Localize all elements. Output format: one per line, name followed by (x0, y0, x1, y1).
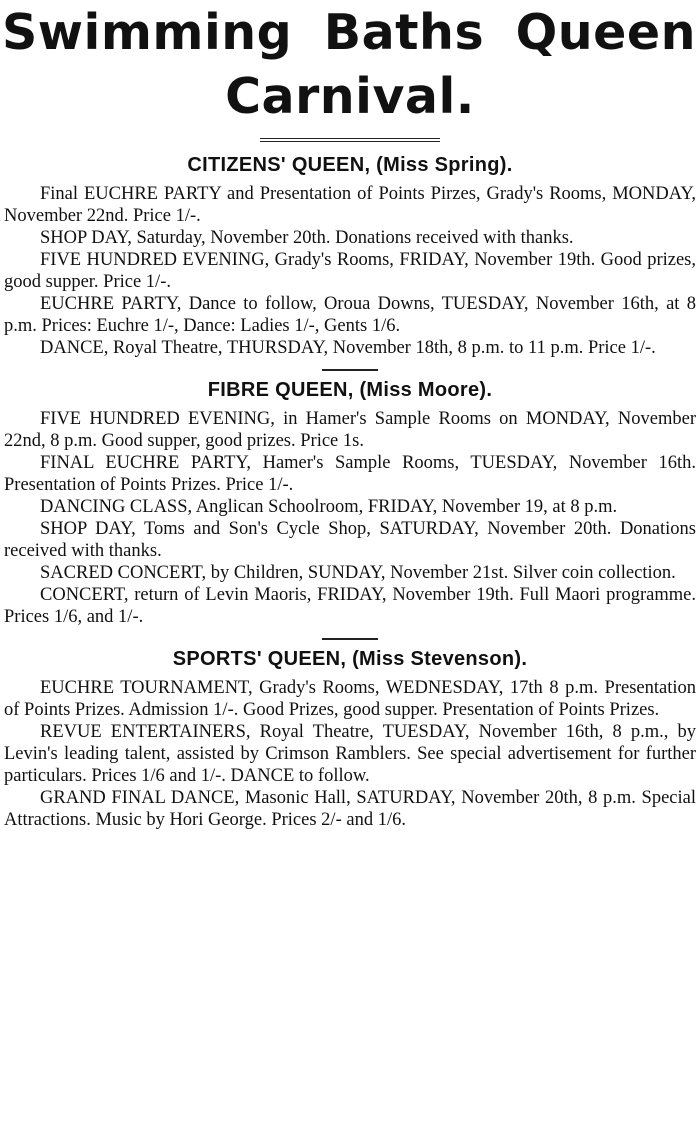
event-item: CONCERT, return of Levin Maoris, FRIDAY, November 19th. Full Maori programme. Prices 1/6, and 1/-. (4, 585, 696, 627)
event-item: SACRED CONCERT, by Children, SUNDAY, November 21st. Silver coin collection. (40, 563, 676, 583)
fibre-queen-section (0, 379, 700, 628)
citizens-queen-section (0, 154, 700, 359)
event-item: FIVE HUNDRED EVENING, in Hamer's Sample Rooms on MONDAY, November 22nd, 8 p.m. Good supper, good prizes. Price 1s. (4, 409, 696, 451)
event-item: DANCING CLASS, Anglican Schoolroom, FRIDAY, November 19, at 8 p.m. (40, 497, 618, 517)
section-heading: CITIZENS' QUEEN, (Miss Spring). (187, 154, 513, 176)
event-item: DANCE, Royal Theatre, THURSDAY, November 18th, 8 p.m. to 11 p.m. Price 1/-. (40, 338, 656, 358)
event-item: SHOP DAY, Saturday, November 20th. Donations received with thanks. (40, 228, 574, 248)
event-item: EUCHRE TOURNAMENT, Grady's Rooms, WEDNESDAY, 17th 8 p.m. Presentation of Points Prizes. Admission 1/-. Good Prizes, good supper. Presentation of Points Prizes. (4, 678, 696, 720)
event-item: SHOP DAY, Toms and Son's Cycle Shop, SATURDAY, November 20th. Donations received with thanks. (4, 519, 696, 561)
section-heading: SPORTS' QUEEN, (Miss Stevenson). (172, 648, 528, 670)
title-divider (260, 138, 440, 142)
event-item: FIVE HUNDRED EVENING, Grady's Rooms, FRIDAY, November 19th. Good prizes, good supper. Price 1/-. (4, 250, 696, 292)
event-item: GRAND FINAL DANCE, Masonic Hall, SATURDAY, November 20th, 8 p.m. Special Attractions. Music by Hori George. Prices 2/- and 1/6. (4, 788, 696, 830)
section-divider (322, 369, 378, 371)
page-title-continued: Carnival. (225, 68, 475, 125)
section-heading: FIBRE QUEEN, (Miss Moore). (207, 379, 493, 401)
event-item: REVUE ENTERTAINERS, Royal Theatre, TUESDAY, November 16th, 8 p.m., by Levin's leading talent, assisted by Crimson Ramblers. See special advertisement for further particulars. Prices 1/6 and 1/-. DANCE to follow. (4, 722, 696, 786)
section-divider (322, 638, 378, 640)
event-item: EUCHRE PARTY, Dance to follow, Oroua Downs, TUESDAY, November 16th, at 8 p.m. Prices: Euchre 1/-, Dance: Ladies 1/-, Gents 1/6. (4, 294, 696, 336)
event-item: FINAL EUCHRE PARTY, Hamer's Sample Rooms, TUESDAY, November 16th. Presentation of Points Prizes. Price 1/-. (4, 453, 696, 495)
page-title: Swimming Baths Queen (2, 4, 696, 61)
sports-queen-section (0, 648, 700, 831)
event-item: Final EUCHRE PARTY and Presentation of Points Pirzes, Grady's Rooms, MONDAY, November 22nd. Price 1/-. (4, 184, 696, 226)
